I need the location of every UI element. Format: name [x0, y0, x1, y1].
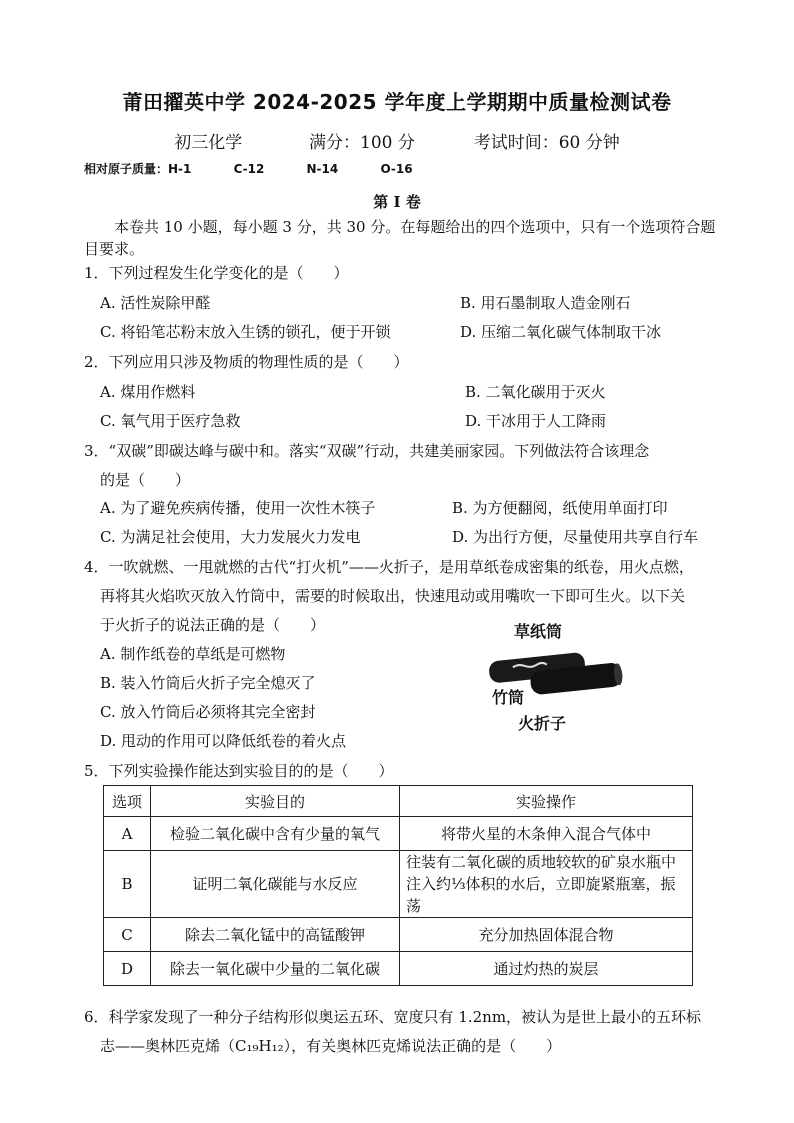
question-6-stem-cont: 志——奥林匹克烯（C₁₉H₁₂），有关奥林匹克烯说法正确的是（ ）: [100, 1037, 562, 1055]
question-5-stem: 5．下列实验操作能达到实验目的的是（ ）: [84, 762, 394, 780]
table-cell-goal: 除去一氧化碳中少量的二氧化碳: [151, 952, 400, 986]
exam-title: 莆田擢英中学 2024-2025 学年度上学期期中质量检测试卷: [122, 90, 672, 114]
fire-stick-label: 火折子: [518, 714, 567, 733]
fire-stick-figure: [484, 619, 624, 737]
question-1-option-c: C. 将铅笔芯粉末放入生锈的锁孔，便于开锁: [100, 323, 391, 341]
table-row: [104, 851, 693, 918]
operation-line-1: 往装有二氧化碳的质地较软的矿泉水瓶中: [406, 853, 677, 871]
table-header-operation: 实验操作: [400, 786, 693, 817]
question-4-option-c: C. 放入竹筒后必须将其完全密封: [100, 703, 316, 721]
question-4-stem-cont: 再将其火焰吹灭放入竹筒中，需要的时候取出，快速甩动或用嘴吹一下即可生火。以下关: [100, 587, 686, 605]
atomic-mass-n: N-14: [306, 162, 339, 176]
question-4-stem: 4．一吹就燃、一甩就燃的古代“打火机”——火折子，是用草纸卷成密集的纸卷，用火点燃，: [84, 558, 694, 576]
paper-roll-label: 草纸筒: [514, 622, 563, 641]
table-cell-operation: 充分加热固体混合物: [400, 918, 693, 952]
table-cell-operation: [400, 851, 693, 918]
subject-label: 初三化学: [174, 133, 243, 153]
question-4-option-b: B. 装入竹筒后火折子完全熄灭了: [100, 674, 316, 692]
question-3-stem: 3．“双碳”即碳达峰与碳中和。落实“双碳”行动，共建美丽家园。下列做法符合该理念: [84, 442, 650, 460]
table-row: [104, 817, 693, 851]
table-cell-option: B: [104, 851, 151, 918]
question-3-option-b: B. 为方便翻阅，纸使用单面打印: [452, 499, 668, 517]
table-cell-goal: 证明二氧化碳能与水反应: [151, 851, 400, 918]
table-cell-option: C: [104, 918, 151, 952]
question-2-stem: 2．下列应用只涉及物质的物理性质的是（ ）: [84, 353, 409, 371]
table-cell-operation: 通过灼热的炭层: [400, 952, 693, 986]
question-4-stem-cont2: 于火折子的说法正确的是（ ）: [100, 616, 326, 634]
question-4-option-a: A. 制作纸卷的草纸是可燃物: [100, 645, 286, 663]
table-cell-option: D: [104, 952, 151, 986]
question-6-stem: 6．科学家发现了一种分子结构形似奥运五环、宽度只有 1.2nm，被认为是世上最小的五环标: [84, 1008, 702, 1026]
bamboo-tube-label: 竹筒: [492, 688, 525, 707]
table-header-option: 选项: [104, 786, 151, 817]
exam-info: [0, 128, 794, 153]
table-header-row: [104, 786, 693, 817]
question-3-stem-cont: 的是（ ）: [100, 471, 191, 489]
table-row: [104, 952, 693, 986]
question-1-option-d: D. 压缩二氧化碳气体制取干冰: [460, 323, 662, 341]
exam-time: 考试时间：60 分钟: [473, 133, 620, 153]
question-2-option-b: B. 二氧化碳用于灭火: [465, 383, 606, 401]
question-3-option-c: C. 为满足社会使用，大力发展火力发电: [100, 528, 361, 546]
table-cell-goal: 除去二氧化锰中的高锰酸钾: [151, 918, 400, 952]
atomic-mass-o: O-16: [380, 162, 413, 176]
section-title: 第 I 卷: [373, 193, 421, 211]
table-cell-option: A: [104, 817, 151, 851]
section-intro: 本卷共 10 小题，每小题 3 分，共 30 分。在每题给出的四个选项中，只有一个选项符合题目要求。: [84, 218, 716, 258]
question-1-option-a: A. 活性炭除甲醛: [100, 294, 211, 312]
atomic-mass-h: 相对原子质量：H-1: [84, 162, 192, 176]
table-cell-operation: 将带火星的木条伸入混合气体中: [400, 817, 693, 851]
atomic-masses: [84, 160, 451, 177]
question-4-option-d: D. 甩动的作用可以降低纸卷的着火点: [100, 732, 347, 750]
question-2-option-c: C. 氧气用于医疗急救: [100, 412, 241, 430]
question-1-option-b: B. 用石墨制取人造金刚石: [460, 294, 631, 312]
experiment-table: [103, 785, 693, 986]
question-2-option-d: D. 干冰用于人工降雨: [465, 412, 607, 430]
atomic-mass-c: C-12: [233, 162, 265, 176]
full-score: 满分：100 分: [309, 133, 415, 153]
question-3-option-a: A. 为了避免疾病传播，使用一次性木筷子: [100, 499, 376, 517]
question-3-option-d: D. 为出行方便，尽量使用共享自行车: [452, 528, 699, 546]
operation-line-2: 注入约⅓体积的水后，立即旋紧瓶塞，振荡: [406, 875, 676, 915]
question-2-option-a: A. 煤用作燃料: [100, 383, 196, 401]
table-header-goal: 实验目的: [151, 786, 400, 817]
table-cell-goal: 检验二氧化碳中含有少量的氧气: [151, 817, 400, 851]
question-1-stem: 1．下列过程发生化学变化的是（ ）: [84, 264, 349, 282]
table-row: [104, 918, 693, 952]
